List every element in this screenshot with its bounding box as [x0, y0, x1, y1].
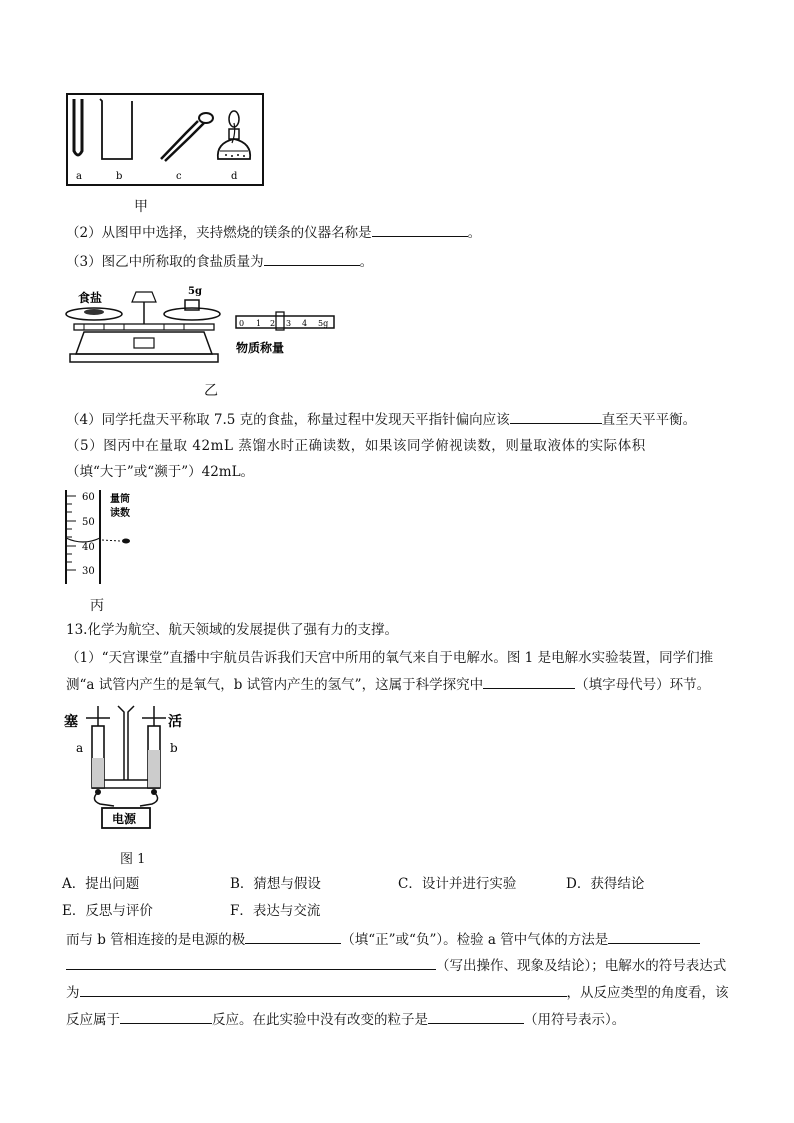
- q12-part2: [66, 222, 481, 243]
- tick-60: 60: [82, 492, 95, 503]
- cylinder-note-2: 读数: [110, 508, 130, 519]
- answer-blank[interactable]: [66, 955, 436, 970]
- tube-b-label: b: [170, 741, 178, 755]
- q13-line4: [66, 1009, 625, 1030]
- q12-part3-end: 。: [359, 254, 374, 270]
- q13-line4-mid: 反应。在此实验中没有改变的粒子是: [212, 1012, 428, 1028]
- cylinder-note-1: 量筒: [110, 494, 130, 505]
- q13-line1: [66, 929, 700, 950]
- q12-part3-text: （3）图乙中所称取的食盐质量为: [66, 254, 264, 270]
- stopper-label: 塞: [64, 714, 78, 730]
- figure-yi: [64, 280, 344, 372]
- power-label: 电源: [112, 812, 137, 826]
- q12-part4-text: （4）同学托盘天平称取 7.5 克的食盐，称量过程中发现天平指针偏向应该: [66, 412, 510, 428]
- q13-part1: （1）“天宫课堂”直播中宇航员告诉我们天宫中所用的氧气来自于电解水。图 1 是电解水实验装置，同学们推: [66, 650, 714, 666]
- figure-jia: [66, 93, 264, 186]
- figure-bing-caption: 丙: [90, 598, 104, 614]
- q12-part3: [66, 251, 373, 272]
- q13-line3-end: ，从反应类型的角度看，该: [566, 985, 729, 1001]
- q13-line3: [66, 982, 729, 1003]
- label-a: a: [76, 171, 82, 182]
- q13-part1-cont: [66, 674, 710, 695]
- figure-jia-caption: 甲: [134, 199, 148, 215]
- figure-yi-caption: 乙: [204, 383, 218, 399]
- label-c: c: [176, 171, 182, 182]
- label-b: b: [116, 171, 123, 182]
- q13-title: 13.化学为航空、航天领域的发展提供了强有力的支撑。: [66, 622, 398, 638]
- weigh-label: 物质称量: [236, 341, 285, 355]
- answer-blank[interactable]: [510, 409, 602, 424]
- option-d[interactable]: D．获得结论: [566, 876, 645, 892]
- option-b[interactable]: B．猜想与假设: [230, 876, 321, 892]
- q13-line1-mid: （填“正”或“负”）。检验 a 管中气体的方法是: [341, 932, 609, 948]
- answer-blank[interactable]: [428, 1009, 524, 1024]
- q13-line2: [66, 955, 726, 976]
- figure-1: [62, 700, 202, 842]
- q12-part2-text: （2）从图甲中选择，夹持燃烧的镁条的仪器名称是: [66, 225, 372, 241]
- scale-tick-2: 2: [270, 319, 276, 328]
- q12-part2-end: 。: [467, 225, 482, 241]
- electrolysis-apparatus: [62, 700, 202, 842]
- option-c[interactable]: C．设计并进行实验: [398, 876, 517, 892]
- graduated-cylinder-illustration: [62, 488, 162, 586]
- figure-bing: [62, 488, 162, 586]
- option-a[interactable]: A．提出问题: [62, 876, 140, 892]
- option-f[interactable]: F．表达与交流: [230, 903, 321, 919]
- tick-30: 30: [82, 566, 95, 577]
- answer-blank[interactable]: [120, 1009, 212, 1024]
- tube-a-label: a: [76, 741, 84, 755]
- answer-blank[interactable]: [372, 222, 468, 237]
- weight-label: 5g: [188, 286, 202, 297]
- figure-1-caption: 图 1: [120, 852, 146, 867]
- answer-blank[interactable]: [245, 929, 341, 944]
- q12-part5: （5）图丙中在量取 42mL 蒸馏水时正确读数，如果该同学俯视读数，则量取液体的实际体积: [66, 438, 646, 454]
- scale-tick-3: 3: [286, 319, 292, 328]
- answer-blank[interactable]: [80, 982, 567, 997]
- label-d: d: [231, 171, 238, 182]
- answer-blank[interactable]: [264, 251, 360, 266]
- answer-blank[interactable]: [608, 929, 700, 944]
- q13-part1-end: （填字母代号）环节。: [575, 677, 711, 693]
- scale-tick-5: 5g: [318, 319, 329, 328]
- q13-line1-text: 而与 b 管相连接的是电源的极: [66, 932, 246, 948]
- q13-line4-text: 反应属于: [66, 1012, 120, 1028]
- tick-40: 40: [82, 542, 95, 553]
- balance-illustration: [64, 280, 344, 372]
- scale-tick-4: 4: [302, 319, 308, 328]
- q12-part5-text: （填“大于”或“濒于”）42mL。: [66, 464, 255, 480]
- q13-line3-text: 为: [66, 985, 80, 1001]
- tick-50: 50: [82, 517, 95, 528]
- q12-part4-end: 直至天平平衡。: [601, 412, 697, 428]
- salt-label: 食盐: [78, 291, 103, 305]
- q13-line2-text: （写出操作、现象及结论）；电解水的符号表达式: [436, 958, 727, 974]
- q13-part1-text: 测“a 试管内产生的是氧气，b 试管内产生的氢气”，这属于科学探究中: [66, 677, 484, 693]
- q12-part4: [66, 409, 696, 430]
- q13-line4-end: （用符号表示）。: [524, 1012, 626, 1028]
- answer-blank[interactable]: [483, 674, 575, 689]
- valve-label: 活: [168, 714, 182, 730]
- scale-tick-1: 1: [256, 319, 262, 328]
- scale-tick-0: 0: [239, 319, 245, 328]
- option-e[interactable]: E．反思与评价: [62, 903, 153, 919]
- q12-part5-cont: [66, 462, 254, 482]
- lab-instruments-illustration: [66, 93, 264, 186]
